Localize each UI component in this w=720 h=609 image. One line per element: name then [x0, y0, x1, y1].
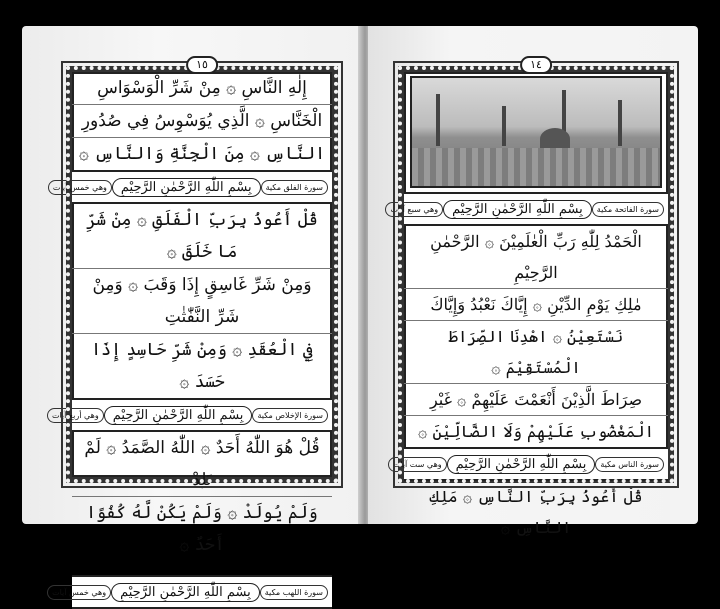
right-page-frame — [390, 58, 674, 537]
bismillah: بِسْمِ اللّٰهِ الرَّحْمٰنِ الرَّحِيْمِ — [111, 583, 260, 602]
right-page-number: ١٤ — [520, 56, 552, 74]
surah-header-ikhlas — [51, 398, 332, 432]
minaret — [502, 106, 506, 146]
left-page — [22, 26, 362, 600]
green-dome — [540, 128, 570, 150]
left-page-frame — [51, 58, 338, 600]
mosque-photo — [410, 76, 662, 188]
surah-name-box: سورة اللهب مكية — [260, 585, 328, 600]
ayat-count-box: وهي سبع آيات — [385, 202, 443, 217]
surah-header-fatiha — [390, 192, 668, 226]
bismillah: بِسْمِ اللّٰهِ الرَّحْمٰنِ الرَّحِيْمِ — [443, 200, 592, 219]
ayat-count-box: وهي أربع آيات — [47, 408, 104, 423]
ayat-count-box: وهي خمس آيات — [47, 585, 111, 600]
verse-line: النَّاسِ ۞ مِنَ الْجِنَّةِ وَالنَّاسِ ۞ — [78, 144, 326, 164]
verse-line: نَسْتَعِيْنُ ۞ اهْدِنَا الصِّرَاطَ الْمُسْتَقِيْمَ ۞ — [404, 321, 668, 384]
right-page — [368, 26, 698, 537]
minaret — [436, 94, 440, 146]
verse-line: وَمِنْ شَرِّ غَاسِقٍ إِذَا وَقَبَ ۞ وَمِنْ شَرِّ النَّفّٰثٰتِ — [72, 269, 332, 334]
verse-line: صِرَاطَ الَّذِيْنَ أَنْعَمْتَ عَلَيْهِمْ ۞ غَيْرِ — [404, 384, 668, 416]
surah-name-box: سورة الإخلاص مكية — [252, 408, 328, 423]
bismillah: بِسْمِ اللّٰهِ الرَّحْمٰنِ الرَّحِيْمِ — [112, 178, 261, 197]
verse-line: قُلْ هُوَ اللّٰهُ أَحَدٌ ۞ اللّٰهُ الصَّمَدُ ۞ لَمْ يَلِدْ — [72, 432, 332, 497]
verse-line: قُلْ أَعُوذُ بِرَبِّ الْفَلَقِ ۞ مِنْ شَرِّ مَا خَلَقَ ۞ — [72, 204, 332, 269]
surah-name-box: سورة الناس مكية — [595, 457, 664, 472]
bismillah: بِسْمِ اللّٰهِ الرَّحْمٰنِ الرَّحِيْمِ — [104, 406, 253, 425]
surah-name-box: سورة الفاتحة مكية — [592, 202, 664, 217]
verse-line: وَلَمْ يُولَدْ ۞ وَلَمْ يَكُنْ لَّهُ كُفُوًا أَحَدٌ ۞ — [86, 503, 318, 555]
surah-name-box: سورة الفلق مكية — [261, 180, 328, 195]
verse-line: الْمَغْضُوبِ عَلَيْهِمْ وَلَا الضَّالِّيْنَ ۞ — [418, 422, 654, 441]
verse-line: مٰلِكِ يَوْمِ الدِّيْنِ ۞ إِيَّاكَ نَعْبُدُ وَإِيَّاكَ — [404, 289, 668, 321]
ayat-count-box: وهي ست آيات — [388, 457, 447, 472]
open-book — [22, 26, 698, 600]
surah-header-nas — [392, 447, 668, 481]
ayat-count-box: وهي خمس آيات — [48, 180, 112, 195]
minaret — [618, 100, 622, 146]
verse-line: فِي الْعُقَدِ ۞ وَمِنْ شَرِّ حَاسِدٍ إِذَا حَسَدَ ۞ — [91, 340, 313, 392]
bismillah: بِسْمِ اللّٰهِ الرَّحْمٰنِ الرَّحِيْمِ — [447, 455, 596, 474]
verse-line: الْحَمْدُ لِلّٰهِ رَبِّ الْعٰلَمِيْنَ ۞ الرَّحْمٰنِ الرَّحِيْمِ — [404, 226, 668, 289]
surah-header-falaq — [52, 170, 332, 204]
surah-header-bottom — [52, 575, 332, 609]
verse-line: الْخَنَّاسِ ۞ الَّذِي يُوَسْوِسُ فِي صُدُورِ — [72, 105, 332, 138]
mosque-courtyard — [412, 148, 660, 186]
left-page-number: ١٥ — [186, 56, 218, 74]
verse-line: إِلٰهِ النَّاسِ ۞ مِنْ شَرِّ الْوَسْوَاسِ — [72, 72, 332, 105]
verse-line: قُلْ أَعُوذُ بِرَبِّ النَّاسِ ۞ مَلِكِ النَّاسِ ۞ — [429, 487, 643, 537]
